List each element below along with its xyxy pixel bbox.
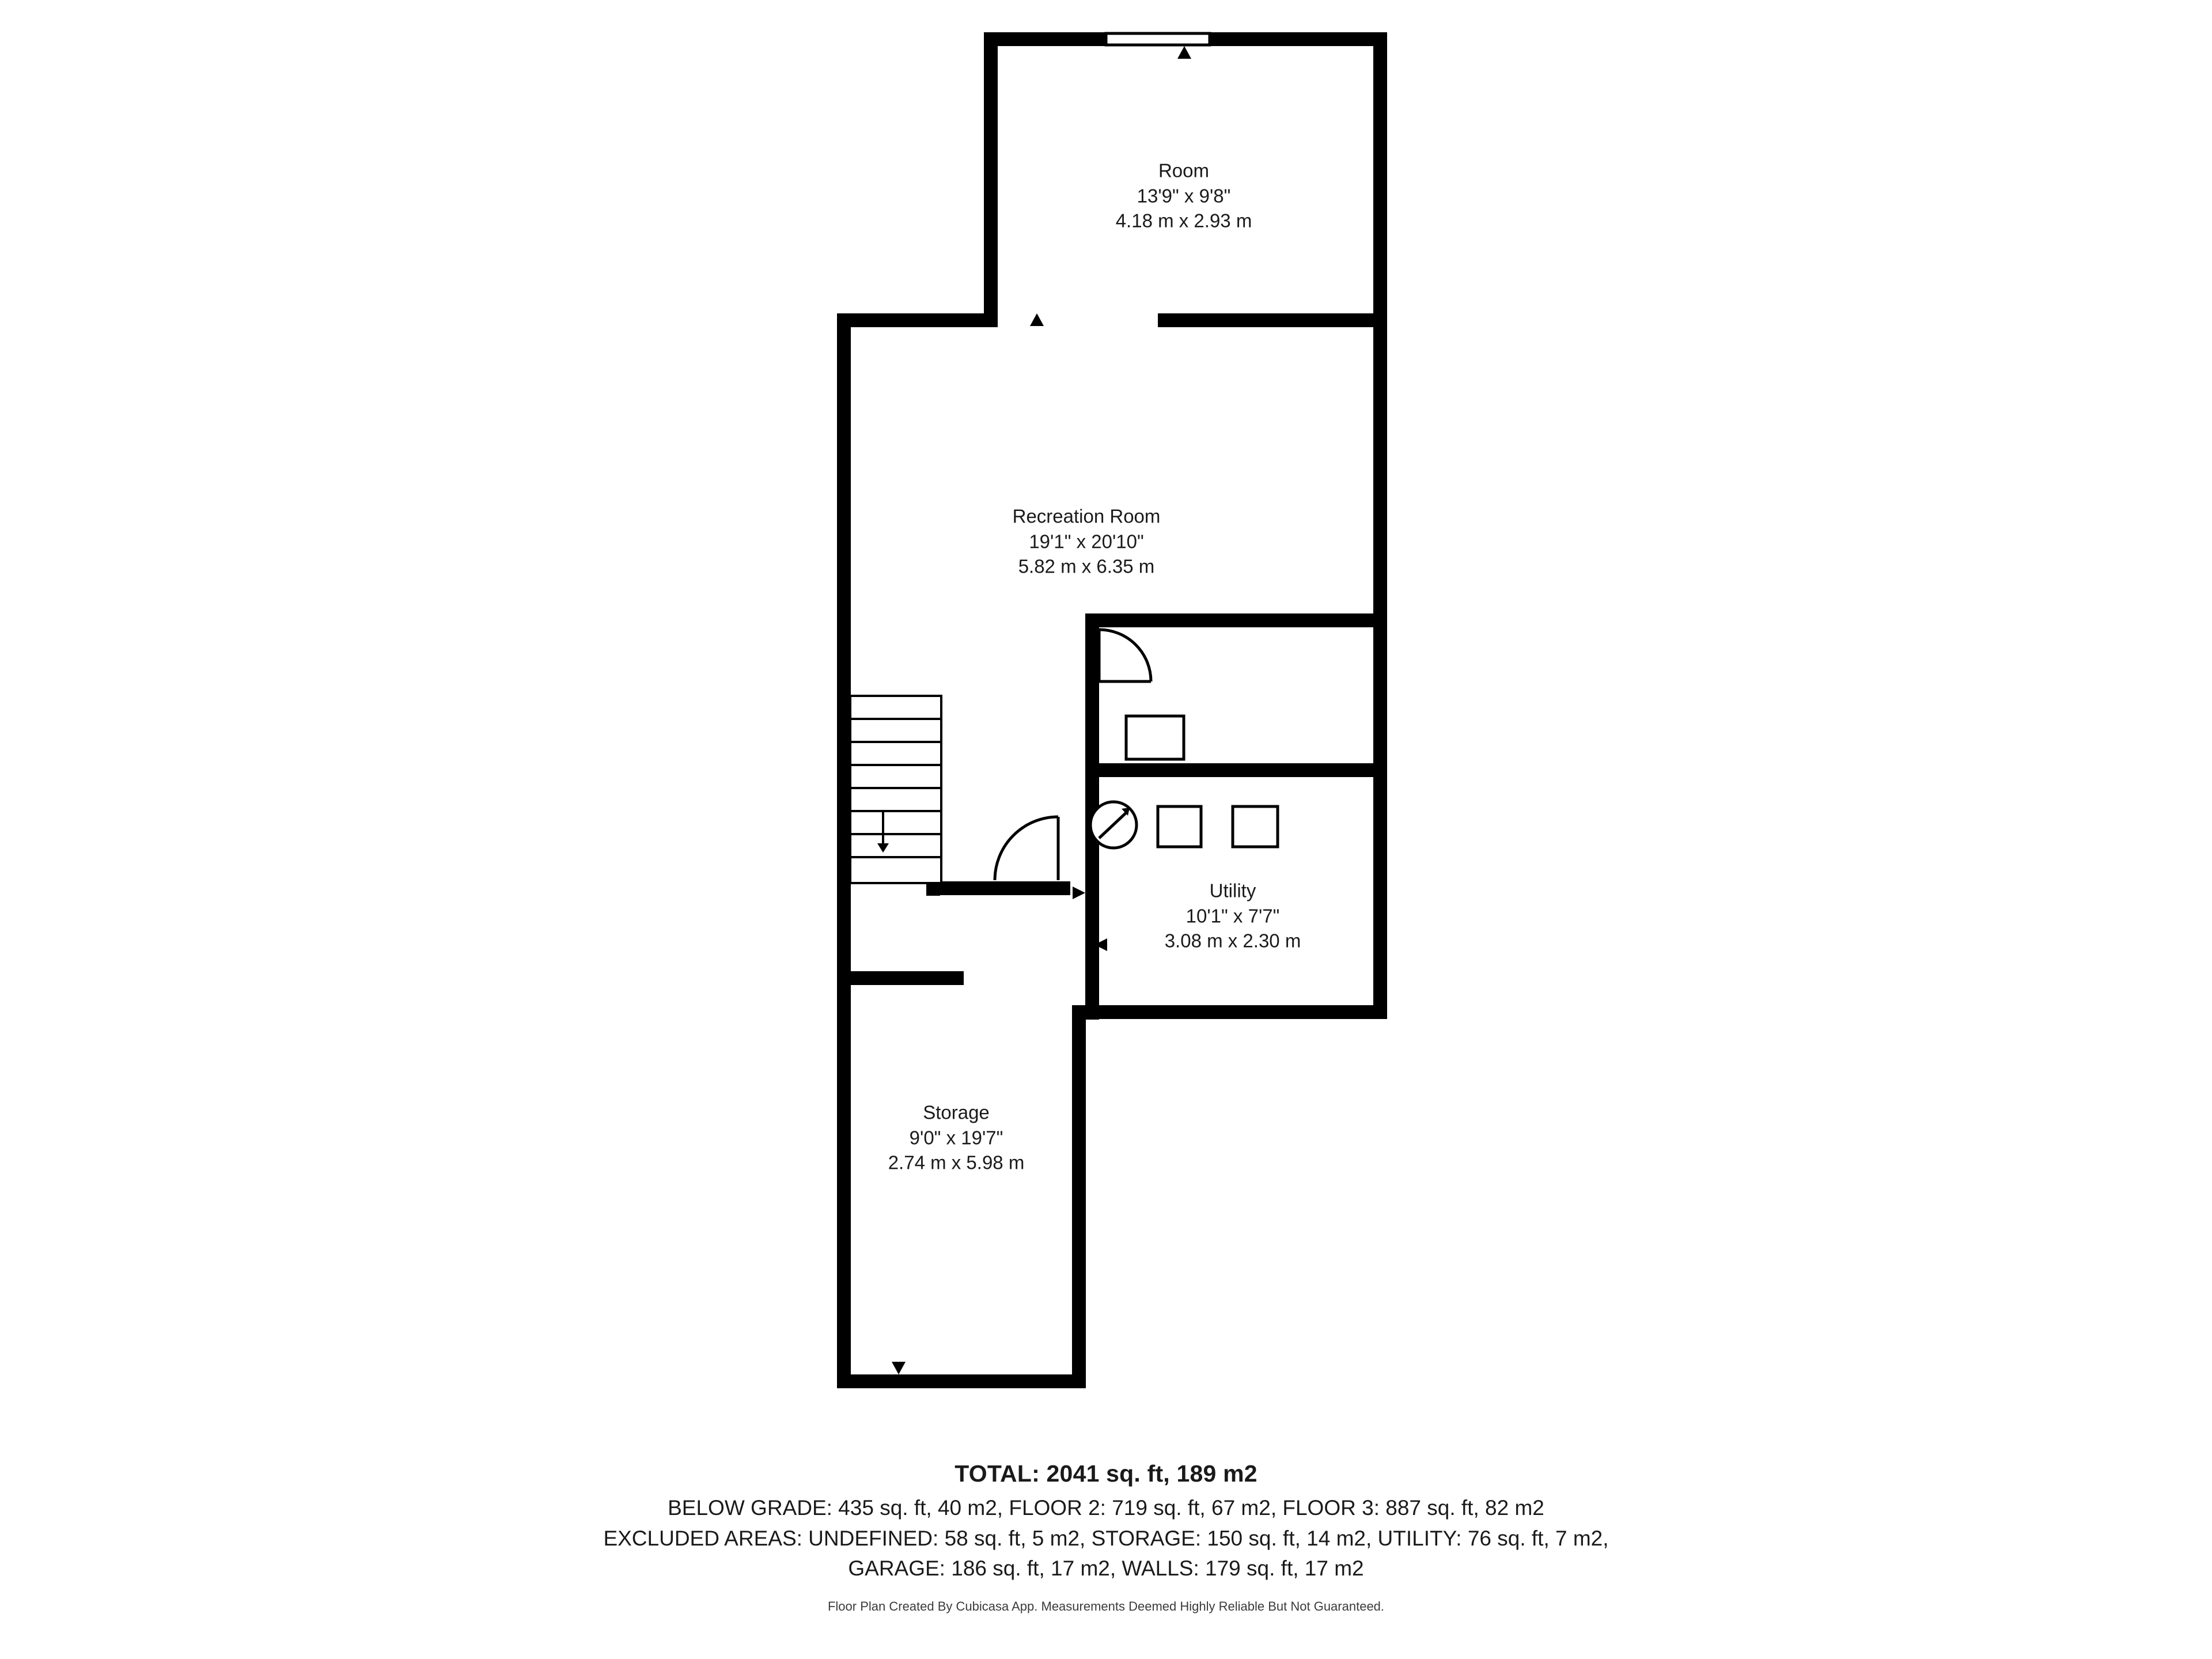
room-dimensions-metric: 4.18 m x 2.93 m — [1115, 210, 1252, 232]
walls-group — [837, 32, 1387, 1388]
room-dimensions-metric: 5.82 m x 6.35 m — [1018, 555, 1155, 577]
wall-storage-right — [1072, 1005, 1086, 1388]
room-name: Storage — [923, 1101, 990, 1123]
wall-room-left — [984, 32, 998, 313]
wall-room-bottom-right — [1158, 313, 1387, 327]
room-label-room — [1116, 158, 1252, 234]
wall-utility-left — [1085, 763, 1099, 950]
room-label-storage — [888, 1100, 1025, 1176]
room-name: Utility — [1209, 880, 1256, 902]
room-dimensions-imperial: 19'1" x 20'10" — [1029, 531, 1144, 552]
disclaimer-footnote: Floor Plan Created By Cubicasa App. Measurements Deemed Highly Reliable But Not Guaranteed. — [827, 1599, 1385, 1613]
staircase — [850, 696, 941, 883]
room-dimensions-metric: 2.74 m x 5.98 m — [888, 1152, 1025, 1173]
total-area: TOTAL: 2041 sq. ft, 189 m2 — [955, 1460, 1257, 1487]
room-name: Room — [1158, 160, 1210, 181]
room-label-recreation-room — [1013, 504, 1161, 579]
wall-storage-left — [837, 979, 851, 1388]
room-dimensions-imperial: 9'0" x 19'7" — [909, 1127, 1003, 1149]
door-hall — [995, 817, 1058, 880]
wall-jog-horizontal — [1072, 1005, 1383, 1019]
wall-utility-left-lower — [1085, 927, 1099, 1020]
room-dimensions-imperial: 13'9" x 9'8" — [1137, 185, 1231, 207]
wall-bath-top — [1085, 613, 1373, 627]
room-dimensions-metric: 3.08 m x 2.30 m — [1164, 930, 1301, 952]
wall-room-bottom-left — [843, 313, 998, 327]
area-summary — [0, 1460, 2212, 1614]
excluded-areas-line-1: EXCLUDED AREAS: UNDEFINED: 58 sq. ft, 5 m2, STORAGE: 150 sq. ft, 14 m2, UTILITY: 76 sq. ft, 7 m2, — [603, 1526, 1609, 1550]
fixture-water-heater-1 — [1158, 806, 1201, 847]
wall-bath-left — [1085, 613, 1099, 775]
wall-storage-bottom — [837, 1374, 1086, 1388]
wall-hall-bottom — [926, 881, 1070, 895]
door-bath — [1099, 630, 1151, 681]
room-dimensions-imperial: 10'1" x 7'7" — [1185, 905, 1280, 927]
fixture-vanity — [1126, 716, 1184, 759]
room-label-utility — [1165, 878, 1301, 954]
wall-storage-top-jog — [837, 971, 964, 985]
wall-main-right — [1373, 313, 1387, 1019]
fixture-furnace — [1090, 802, 1137, 848]
wall-main-left-upper — [837, 313, 851, 979]
fixture-water-heater-2 — [1233, 806, 1278, 847]
wall-bath-bottom — [1085, 763, 1373, 777]
area-breakdown: BELOW GRADE: 435 sq. ft, 40 m2, FLOOR 2: 719 sq. ft, 67 m2, FLOOR 3: 887 sq. ft, 82 m2 — [668, 1496, 1544, 1520]
room-name: Recreation Room — [1012, 505, 1161, 527]
window-room-top — [1106, 33, 1210, 45]
excluded-areas-line-2: GARAGE: 186 sq. ft, 17 m2, WALLS: 179 sq. ft, 17 m2 — [848, 1556, 1364, 1581]
